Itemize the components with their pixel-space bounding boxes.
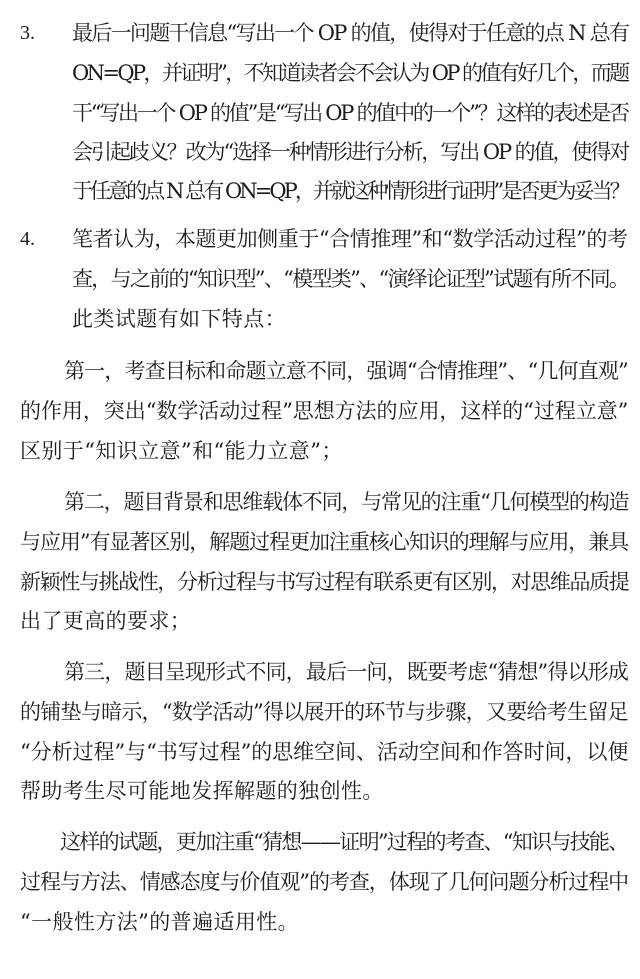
feature-2-line-3: 新颖性与挑战性，分析过程与书写过程有联系更有区别，对思维品质提 — [20, 570, 629, 594]
item-3-line-4: 会引起歧义？改为“选择一种情形进行分析，写出 OP 的值，使得对 — [72, 140, 629, 164]
item-4-line-3: 此类试题有如下特点： — [72, 307, 286, 331]
feature-1-line-3: 区别于“知识立意”和“能力立意”； — [20, 439, 343, 463]
item-3-line-2: ON=QP，并证明”，不知道读者会不会认为 OP 的值有好几个，而题 — [72, 61, 628, 85]
feature-3-line-3: “分析过程”与“书写过程”的思维空间、活动空间和作答时间，以便 — [20, 740, 629, 764]
conclusion-line-2: 过程与方法、情感态度与价值观”的考查，体现了几何问题分析过程中 — [20, 870, 629, 894]
item-4-line-1: 笔者认为，本题更加侧重于“合情推理”和“数学活动过程”的考 — [72, 227, 628, 251]
feature-2-line-2: 与应用”有显著区别，解题过程更加注重核心知识的理解与应用，兼具 — [20, 530, 629, 554]
feature-3-line-4: 帮助考生尽可能地发挥解题的独创性。 — [20, 779, 384, 803]
item-3-number: 3. — [20, 22, 35, 44]
feature-2-line-4: 出了更高的要求； — [20, 609, 192, 633]
feature-3-line-2: 的铺垫与暗示，“数学活动”得以展开的环节与步骤，又要给考生留足 — [20, 700, 628, 724]
conclusion-line-1: 这样的试题，更加注重“猜想——证明”过程的考查、“知识与技能、 — [60, 830, 628, 854]
item-3-line-1: 最后一问题干信息“写出一个 OP 的值，使得对于任意的点 N 总有 — [72, 21, 629, 45]
item-3-line-5: 于任意的点 N 总有 ON=QP，并就这种情形进行证明”是否更为妥当？ — [72, 179, 628, 203]
feature-3-line-1: 第三，题目呈现形式不同，最后一问，既要考虑“猜想”得以形成 — [64, 660, 629, 684]
feature-2-line-1: 第二，题目背景和思维载体不同，与常见的注重“几何模型的构造 — [64, 490, 629, 514]
feature-1-line-2: 的作用，突出“数学活动过程”思想方法的应用，这样的“过程立意” — [20, 399, 629, 423]
feature-1-line-1: 第一，考查目标和命题立意不同，强调“合情推理”、“几何直观” — [64, 359, 628, 383]
item-4-line-2: 查，与之前的“知识型”、“模型类”、“演绎论证型”试题有所不同。 — [72, 267, 629, 291]
item-3-line-3: 干“写出一个 OP 的值”是“写出 OP 的值中的一个”？这样的表述是否 — [72, 101, 628, 125]
conclusion-line-3: “一般性方法”的普遍适用性。 — [20, 910, 300, 934]
item-4-number: 4. — [20, 228, 35, 250]
